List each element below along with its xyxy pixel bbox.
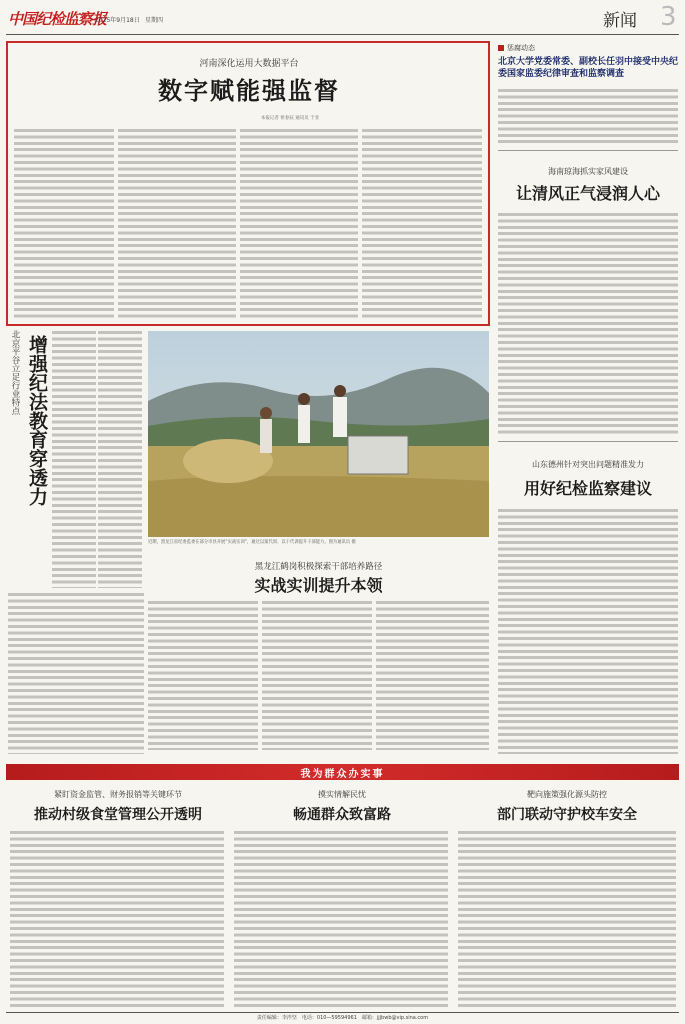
left-feature-text-a	[52, 330, 96, 588]
footer-text: 责任编辑：李泮坚 电话：010—59594961 邮箱：jjjbwb@vip.sina.com	[256, 1015, 429, 1021]
sidebar-hainan-text	[498, 212, 678, 437]
sidebar-top-tag: 惩腐动态	[507, 44, 535, 52]
sidebar-top-headline: 北京大学党委常委、副校长任羽中接受中央纪委国家监委纪律审查和监察调查	[498, 57, 679, 79]
sidebar-divider	[498, 441, 678, 442]
sidebar-hainan-headline: 让清风正气浸润人心	[515, 184, 660, 203]
shandong-headline: 用好纪检监察建议	[523, 479, 652, 498]
feature-headline: 数字赋能强监督	[158, 76, 340, 105]
bottom-headline-2: 畅通群众致富路	[293, 807, 391, 823]
bottom-kicker-3: 靶向施策强化源头防控	[527, 790, 607, 799]
feature-byline: 本报记者 侯春辰 通讯员 于亚	[260, 116, 320, 121]
heilongjiang-kicker: 黑龙江鹤岗积极探索干部培养路径	[254, 562, 383, 572]
heilongjiang-headline: 实战实训提升本领	[254, 576, 383, 595]
bottom-kicker-1: 紧盯资金监管、财务报销等关键环节	[54, 790, 182, 799]
sidebar-top-text	[498, 88, 678, 146]
feature-kicker: 河南深化运用大数据平台	[199, 59, 299, 69]
footer-rule	[6, 1012, 679, 1013]
masthead-date: 2025年9月18日	[95, 17, 140, 24]
sidebar-divider	[498, 150, 678, 151]
shandong-text	[498, 508, 678, 754]
masthead-weekday: 星期四	[145, 17, 164, 24]
masthead-rule	[6, 34, 679, 35]
sidebar-hainan-kicker: 海南琼海抓实家风建设	[548, 167, 628, 176]
heilongjiang-text-col2	[262, 600, 372, 750]
shandong-kicker: 山东德州针对突出问题精准发力	[532, 460, 644, 469]
left-feature-text-c	[8, 592, 144, 754]
feature-text-col1	[14, 128, 114, 318]
left-feature-text-b	[98, 330, 142, 588]
banner-title: 我为群众办实事	[300, 769, 385, 780]
page-number: 3	[660, 2, 677, 32]
bottom-kicker-2: 摸实情解民忧	[318, 790, 366, 799]
bottom-headline-1: 推动村级食堂管理公开透明	[34, 807, 202, 823]
sidebar-tag-marker	[498, 45, 504, 51]
bottom-headline-3: 部门联动守护校车安全	[497, 807, 637, 823]
feature-text-col4	[362, 128, 482, 318]
heilongjiang-text-col3	[376, 600, 489, 750]
left-feature-kicker: 北京平谷立足行业特点	[10, 330, 20, 415]
feature-text-col2	[118, 128, 236, 318]
news-photo	[148, 331, 489, 537]
bottom-text-1	[10, 830, 224, 1010]
feature-text-col3	[240, 128, 358, 318]
masthead-logo: 中国纪检监察报	[8, 10, 107, 28]
section-name: 新闻	[603, 11, 637, 31]
bottom-text-2	[234, 830, 448, 1010]
bottom-text-3	[458, 830, 676, 1010]
photo-caption: 近期，黑龙江省纪委监委在部分市县开展“实战实训”，通过以案代训、以干代训提升干部能力。图为通讯员 摄	[148, 540, 356, 545]
heilongjiang-text-col1	[148, 600, 258, 750]
left-feature-headline: 增强纪法教育穿透力	[26, 335, 48, 506]
